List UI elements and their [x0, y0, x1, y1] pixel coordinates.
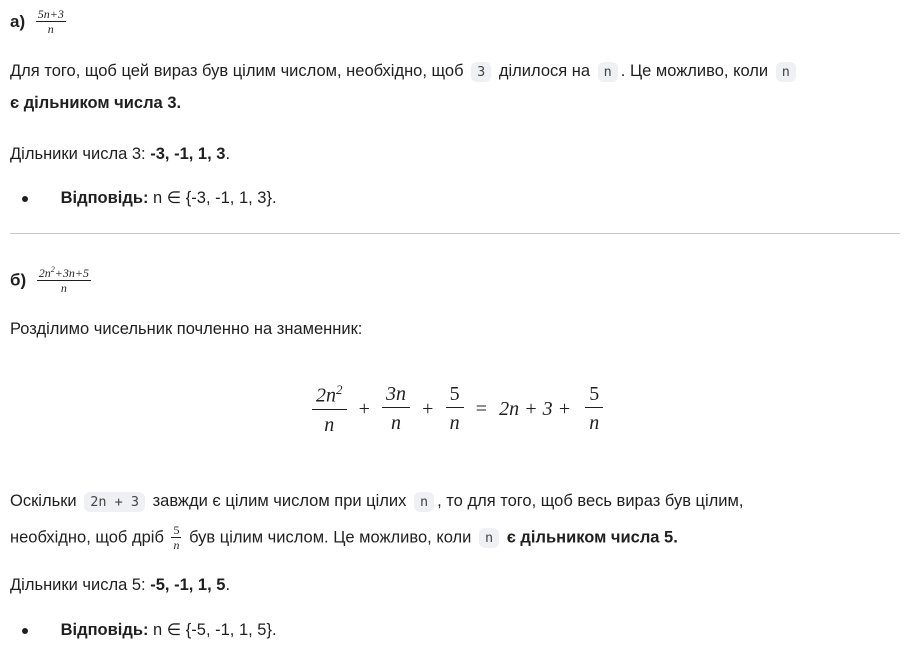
part-a-bold-conclusion: є дільником числа 3.: [10, 94, 182, 112]
part-b-heading: [10, 266, 91, 295]
part-a-heading: [10, 8, 66, 36]
part-a-answer-label: Відповідь:: [60, 189, 149, 207]
part-b-bold-conclusion: є дільником числа 5.: [506, 528, 678, 547]
part-b-answer-label: Відповідь:: [60, 621, 149, 639]
part-b-paragraph-line2: [10, 524, 678, 552]
part-a-label: а): [10, 11, 26, 31]
part-b-label: б): [10, 270, 27, 290]
part-a-paragraph-line1: [10, 62, 799, 81]
eq-plus: +: [358, 397, 370, 420]
eq-term4: $\frac{5}{n}$: [585, 384, 603, 434]
eq-plus: +: [422, 397, 434, 420]
part-b-line2-mid: був цілим числом. Це можливо, коли: [189, 528, 472, 547]
bullet-icon: [22, 628, 28, 634]
part-b-expr-numerator: $2n^2+3n+5$: [38, 265, 89, 280]
part-a-expr-denominator: n: [47, 21, 54, 36]
part-b-divisors-label: Дільники числа 5:: [10, 576, 146, 594]
part-b-expression: [37, 266, 91, 295]
part-b-line1-mid: завжди є цілим числом при цілих: [152, 492, 407, 510]
inline-code-2n-plus-3: 2n + 3: [84, 492, 145, 512]
part-a-text-post: . Це можливо, коли: [620, 62, 769, 80]
section-divider: [10, 233, 900, 234]
display-equation: [312, 383, 603, 436]
part-a-divisors-label: Дільники числа 3:: [10, 145, 146, 163]
part-a-paragraph-line2: [10, 94, 181, 113]
eq-rhs: 2n + 3 +: [499, 397, 572, 420]
eq-term3: $\frac{5}{n}$: [446, 384, 464, 434]
part-b-answer: [22, 620, 277, 640]
part-a-divisors-value: -3, -1, 1, 3: [150, 145, 226, 163]
eq-term2: $\frac{3n}{n}$: [382, 384, 410, 434]
inline-code-n: n: [414, 492, 434, 512]
part-b-answer-value: n ∈ {-5, -1, 1, 5}.: [153, 621, 277, 639]
inline-code-3: 3: [471, 62, 491, 82]
part-a-answer: [22, 188, 277, 208]
bullet-icon: [22, 196, 28, 202]
part-b-intro: Розділимо чисельник почленно на знаменник:: [10, 320, 363, 338]
part-b-divisors-value: -5, -1, 1, 5: [150, 576, 226, 594]
inline-code-n: n: [598, 62, 618, 82]
part-b-expr-denominator: n: [60, 280, 67, 295]
part-b-line2-pre: необхідно, щоб дріб: [10, 528, 164, 547]
part-b-paragraph-line1: [10, 492, 743, 511]
inline-code-n: n: [776, 62, 796, 82]
part-a-expr-numerator: 5n+3: [37, 7, 64, 21]
part-a-divisors: Дільники числа 3: -3, -1, 1, 3.: [10, 145, 231, 163]
part-b-line1-post: , то для того, щоб весь вираз був цілим,: [437, 492, 744, 510]
eq-equals: =: [475, 397, 487, 420]
part-a-answer-value: n ∈ {-3, -1, 1, 3}.: [153, 189, 277, 207]
part-a-expression: [36, 8, 66, 36]
eq-term1: $\frac{2n^2}{n}$: [312, 383, 347, 436]
inline-fraction-5-over-n: $\frac{5}{n}$: [173, 523, 180, 552]
part-a-text-mid: ділилося на: [498, 62, 591, 80]
part-b-divisors: Дільники числа 5: -5, -1, 1, 5.: [10, 576, 231, 594]
inline-code-n: n: [479, 528, 499, 548]
part-b-line1-pre: Оскільки: [10, 492, 77, 510]
part-a-text-pre: Для того, щоб цей вираз був цілим числом, необхідно, щоб: [10, 62, 464, 80]
